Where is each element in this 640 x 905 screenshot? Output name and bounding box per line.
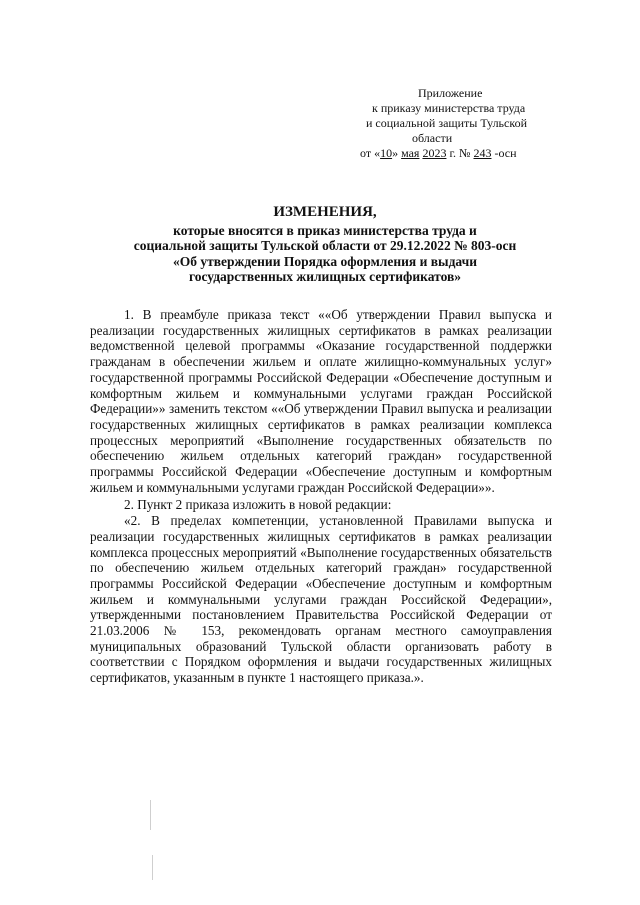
appendix-line-1: Приложение [418,86,483,100]
date-day: 10 [380,146,393,160]
appendix-date-line [360,146,560,161]
heading-line-3: «Об утверждении Порядка оформления и выдачи [172,253,477,269]
heading-title: ИЗМЕНЕНИЯ, [273,204,377,220]
scan-artifact-mark [152,855,153,880]
order-number: 243 [473,146,492,160]
date-month: мая [401,146,420,160]
appendix-line-3: и социальной защиты Тульской [366,116,527,130]
appendix-block [360,86,560,161]
heading-line-2: социальной защиты Тульской области от 29.12.2022 № 803-осн [133,238,517,253]
date-sep-1: » [392,146,402,160]
document-body [90,307,552,686]
order-suffix: -осн [491,146,517,160]
appendix-line-2: к приказу министерства труда [372,101,526,115]
heading-line-1: которые вносятся в приказ министерства труда и [173,222,477,238]
date-prefix: от « [360,146,381,160]
heading-line-4: государственных жилищных сертификатов» [188,269,462,284]
date-sep-3: г. № [446,146,474,160]
paragraph-1: 1. В преамбуле приказа текст ««Об утверждении Правил выпуска и реализации государственных жилищных сертификатов в рамках реализации ведомственной целевой программы «Оказание государственной поддержки гражданам в обеспечении жильем и оплате жилищно-коммунальных услуг» государственной программы Российской Федерации «Обеспечение доступным и комфортным жильем и коммунальными услугами граждан Российской Федерации»» заменить текстом ««Об утверждении Правил выпуска и реализации государственных жилищных сертификатов в рамках реализации комплекса процессных мероприятий «Выполнение государственных обязательств по обеспечению жильем отдельных категорий граждан» государственной программы Российской Федерации «Обеспечение доступным и комфортным жильем и коммунальными услугами граждан Российской Федерации»». [90,307,552,495]
paragraph-3: «2. В пределах компетенции, установленной Правилами выпуска и реализации государственных жилищных сертификатов в рамках реализации комплекса процессных мероприятий «Выполнение государственных обязательств по обеспечению жильем отдельных категорий граждан» государственной программы Российской Федерации «Обеспечение доступным и комфортным жильем и коммунальными услугами граждан Российской Федерации», утвержденными постановлением Правительства Российской Федерации от 21.03.2006 № 153, рекомендовать органам местного самоуправления муниципальных образований Тульской области организовать работу в соответствии с Порядком оформления и выдачи государственных жилищных сертификатов, указанным в пункте 1 настоящего приказа.». [90,513,552,686]
document-heading [95,205,555,285]
paragraph-2: 2. Пункт 2 приказа изложить в новой редакции: [124,497,392,513]
appendix-line-4: области [412,131,453,145]
date-year: 2023 [422,146,447,160]
scan-artifact-mark [150,800,151,830]
